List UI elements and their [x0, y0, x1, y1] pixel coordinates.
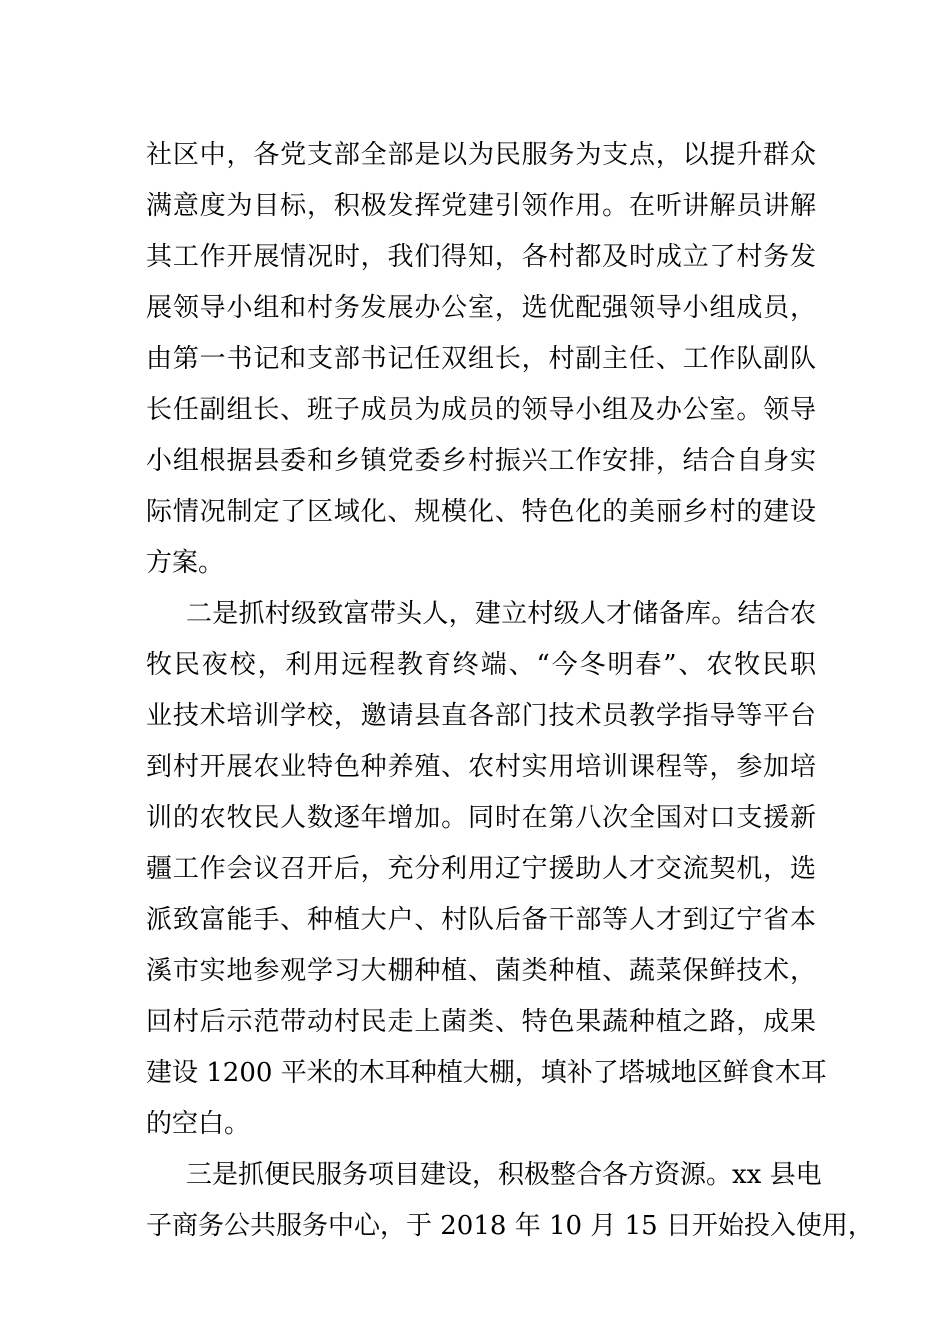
text-line: 训的农牧民人数逐年增加。同时在第八次全国对口支援新: [146, 803, 816, 833]
text-line: 业技术培训学校，邀请县直各部门技术员教学指导等平台: [146, 701, 816, 731]
text-line: 方案。: [146, 548, 225, 578]
text-line: 社区中，各党支部全部是以为民服务为支点，以提升群众: [146, 140, 816, 170]
text-line: 建设 1200 平米的木耳种植大棚，填补了塔城地区鲜食木耳: [146, 1058, 827, 1088]
text-line: 其工作开展情况时，我们得知，各村都及时成立了村务发: [146, 242, 816, 272]
text-line: 由第一书记和支部书记任双组长，村副主任、工作队副队: [146, 344, 816, 374]
text-line: 满意度为目标，积极发挥党建引领作用。在听讲解员讲解: [146, 191, 816, 221]
text-line: 的空白。: [146, 1109, 251, 1139]
text-line: 展领导小组和村务发展办公室，选优配强领导小组成员，: [146, 293, 816, 323]
text-line: 子商务公共服务中心，于 2018 年 10 月 15 日开始投入使用，: [146, 1211, 874, 1241]
text-line: 溪市实地参观学习大棚种植、菌类种植、蔬菜保鲜技术，: [146, 956, 816, 986]
text-line: 回村后示范带动村民走上菌类、特色果蔬种植之路，成果: [146, 1007, 816, 1037]
paragraph-first-line: 三是抓便民服务项目建设，积极整合各方资源。xx 县电: [186, 1160, 822, 1190]
paragraph-first-line: 二是抓村级致富带头人，建立村级人才储备库。结合农: [186, 599, 816, 629]
text-line: 长任副组长、班子成员为成员的领导小组及办公室。领导: [146, 395, 816, 425]
text-line: 到村开展农业特色种养殖、农村实用培训课程等，参加培: [146, 752, 816, 782]
text-line: 牧民夜校，利用远程教育终端、“今冬明春”、农牧民职: [146, 650, 816, 680]
text-line: 小组根据县委和乡镇党委乡村振兴工作安排，结合自身实: [146, 446, 816, 476]
text-line: 派致富能手、种植大户、村队后备干部等人才到辽宁省本: [146, 905, 816, 935]
body-text: [146, 130, 874, 1252]
text-line: 疆工作会议召开后，充分利用辽宁援助人才交流契机，选: [146, 854, 816, 884]
text-line: 际情况制定了区域化、规模化、特色化的美丽乡村的建设: [146, 497, 816, 527]
